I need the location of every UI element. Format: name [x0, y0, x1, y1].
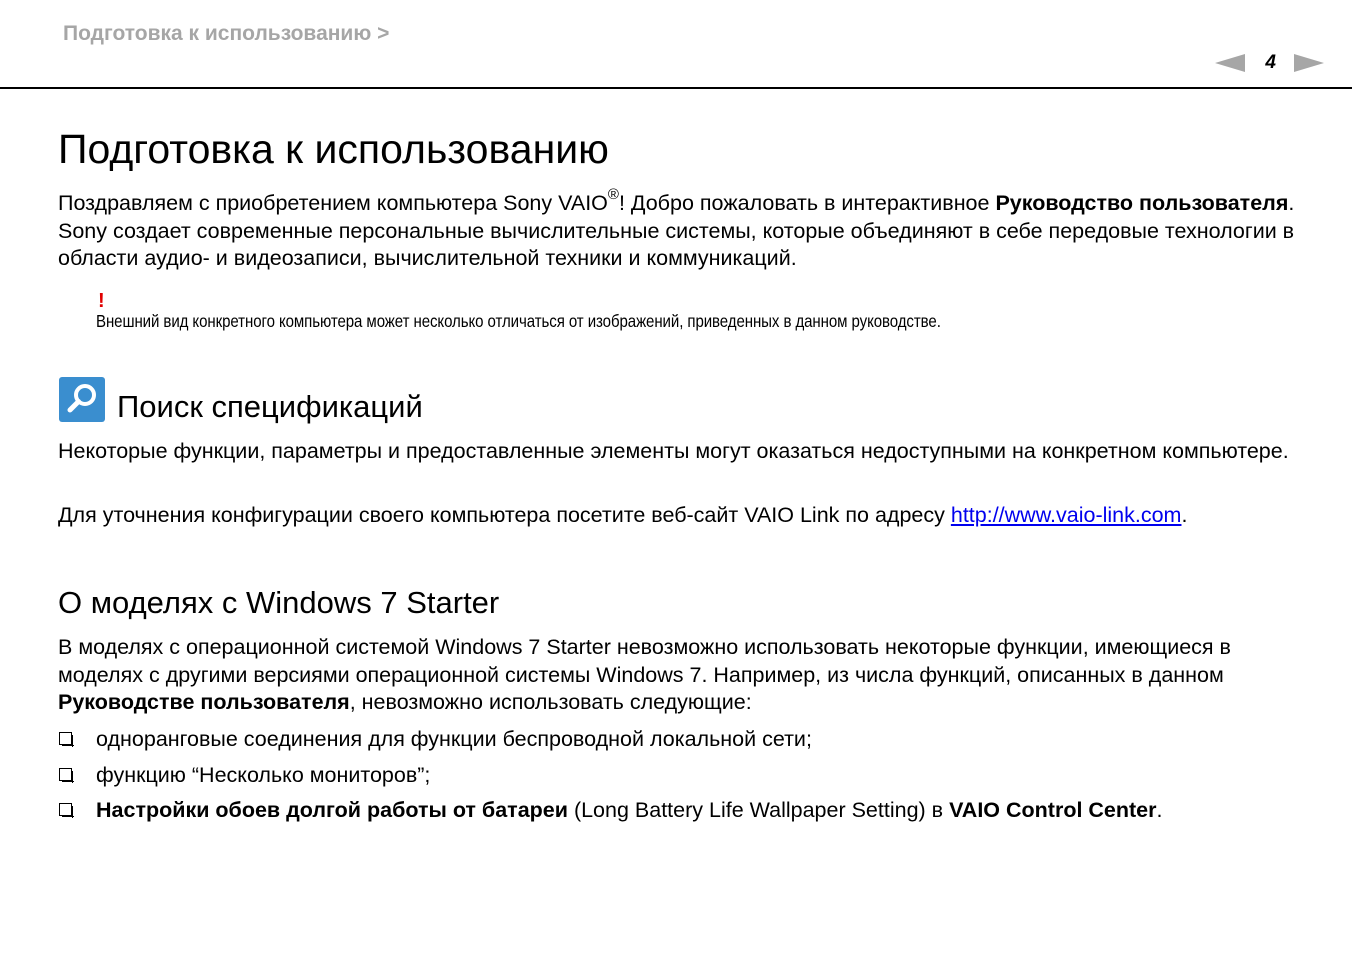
magnifier-icon — [59, 377, 105, 422]
triangle-right-icon[interactable] — [1294, 54, 1324, 72]
breadcrumb[interactable]: Подготовка к использованию > — [63, 22, 390, 45]
vaio-link[interactable]: http://www.vaio-link.com — [950, 503, 1182, 527]
header-divider — [0, 87, 1352, 89]
note-text: Внешний вид конкретного компьютера может несколько отличаться от изображений, приведенных в данном руководстве. — [96, 311, 941, 331]
warning-mark: ! — [98, 290, 105, 312]
checkbox-bullet-icon — [59, 803, 72, 816]
section-heading-specs: Поиск спецификаций — [117, 389, 423, 424]
section-heading-starter: О моделях с Windows 7 Starter — [58, 585, 500, 620]
spec-paragraph: Некоторые функции, параметры и предоставленные элементы могут оказаться недоступными на конкретном компьютере. — [58, 439, 1289, 463]
starter-paragraph: В моделях с операционной системой Windows 7 Starter невозможно использовать некоторые функции, имеющиеся в моделях с другими версиями операционной системы Windows 7. Например, из числа функций, описанных в данном Руководстве пользователя, невозможно использовать следующие: — [58, 635, 1231, 714]
checkbox-bullet-icon — [59, 768, 72, 781]
page-number: 4 — [1265, 52, 1276, 73]
page-title: Подготовка к использованию — [58, 126, 609, 172]
checkbox-bullet-icon — [59, 732, 72, 745]
page-navigation — [1215, 50, 1324, 76]
triangle-left-icon[interactable] — [1215, 54, 1245, 72]
intro-paragraph: Поздравляем с приобретением компьютера Sony VAIO®! Добро пожаловать в интерактивное Руководство пользователя. Sony создает современные персональные вычислительные системы, которые объединяют в себе передовые технологии в области аудио- и видеозаписи, вычислительной техники и коммуникаций. — [58, 185, 1295, 270]
link-paragraph: Для уточнения конфигурации своего компьютера посетите веб-сайт VAIO Link по адресу http://www.vaio-link.com. — [58, 503, 1188, 527]
